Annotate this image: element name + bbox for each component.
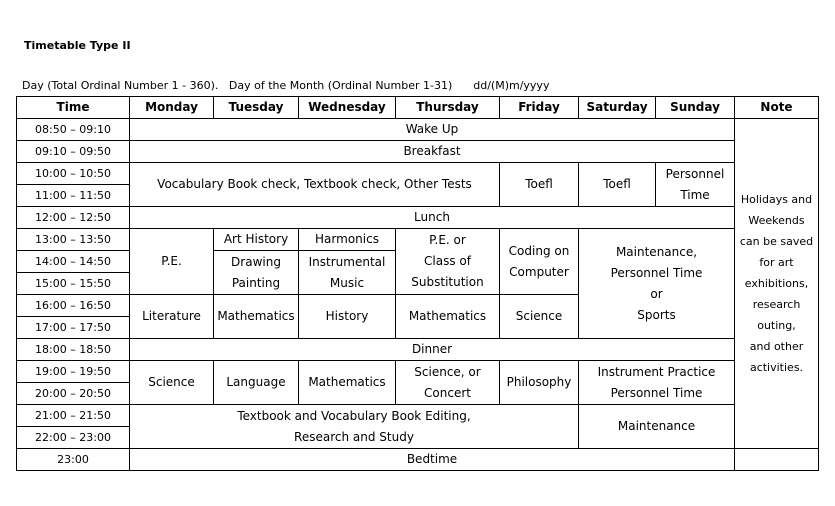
timetable bbox=[16, 96, 819, 471]
cell-dinner: Dinner bbox=[130, 339, 735, 361]
cell-morning-tests: Vocabulary Book check, Textbook check, Other Tests bbox=[130, 163, 500, 207]
cell-instrumental-music: Instrumental Music bbox=[299, 251, 396, 295]
time-slot: 10:00 – 10:50 bbox=[17, 163, 130, 185]
cell-pe: P.E. bbox=[130, 229, 214, 295]
cell-philosophy: Philosophy bbox=[500, 361, 579, 405]
time-slot: 08:50 – 09:10 bbox=[17, 119, 130, 141]
cell-sunday-personnel-time: Personnel Time bbox=[656, 163, 735, 207]
cell-literature: Literature bbox=[130, 295, 214, 339]
table-row bbox=[17, 119, 819, 141]
table-row bbox=[17, 163, 819, 185]
time-slot: 11:00 – 11:50 bbox=[17, 185, 130, 207]
header-row bbox=[17, 97, 819, 119]
header-sunday: Sunday bbox=[656, 97, 735, 119]
cell-lunch: Lunch bbox=[130, 207, 735, 229]
time-slot: 22:00 – 23:00 bbox=[17, 427, 130, 449]
time-slot: 21:00 – 21:50 bbox=[17, 405, 130, 427]
date-format-line: Day (Total Ordinal Number 1 - 360). Day of the Month (Ordinal Number 1-31) dd/(M)m/yyyy bbox=[22, 79, 550, 92]
time-slot: 15:00 – 15:50 bbox=[17, 273, 130, 295]
note-cell: Holidays and Weekends can be saved for art exhibitions, research outing, and other activities. bbox=[735, 119, 819, 449]
cell-coding: Coding on Computer bbox=[500, 229, 579, 295]
header-wednesday: Wednesday bbox=[299, 97, 396, 119]
cell-drawing-painting: Drawing Painting bbox=[214, 251, 299, 295]
time-slot: 19:00 – 19:50 bbox=[17, 361, 130, 383]
table-row bbox=[17, 361, 819, 383]
cell-editing-research: Textbook and Vocabulary Book Editing, Research and Study bbox=[130, 405, 579, 449]
cell-bedtime: Bedtime bbox=[130, 449, 735, 471]
cell-night-maintenance: Maintenance bbox=[579, 405, 735, 449]
header-friday: Friday bbox=[500, 97, 579, 119]
cell-friday-toefl: Toefl bbox=[500, 163, 579, 207]
cell-harmonics: Harmonics bbox=[299, 229, 396, 251]
header-time: Time bbox=[17, 97, 130, 119]
cell-saturday-toefl: Toefl bbox=[579, 163, 656, 207]
time-slot: 18:00 – 18:50 bbox=[17, 339, 130, 361]
time-slot: 13:00 – 13:50 bbox=[17, 229, 130, 251]
table-row bbox=[17, 207, 819, 229]
cell-mathematics-wednesday: Mathematics bbox=[299, 361, 396, 405]
cell-science-or-concert: Science, or Concert bbox=[396, 361, 500, 405]
cell-mathematics-tuesday: Mathematics bbox=[214, 295, 299, 339]
time-slot: 20:00 – 20:50 bbox=[17, 383, 130, 405]
cell-language: Language bbox=[214, 361, 299, 405]
cell-breakfast: Breakfast bbox=[130, 141, 735, 163]
cell-science-friday: Science bbox=[500, 295, 579, 339]
cell-science-monday: Science bbox=[130, 361, 214, 405]
time-slot: 14:00 – 14:50 bbox=[17, 251, 130, 273]
time-slot: 17:00 – 17:50 bbox=[17, 317, 130, 339]
cell-art-history: Art History bbox=[214, 229, 299, 251]
note-empty-cell bbox=[735, 449, 819, 471]
time-slot: 09:10 – 09:50 bbox=[17, 141, 130, 163]
time-slot: 23:00 bbox=[17, 449, 130, 471]
table-row bbox=[17, 405, 819, 427]
time-slot: 16:00 – 16:50 bbox=[17, 295, 130, 317]
page-title: Timetable Type II bbox=[24, 39, 131, 52]
table-row bbox=[17, 339, 819, 361]
cell-weekend-maintenance: Maintenance, Personnel Time or Sports bbox=[579, 229, 735, 339]
header-thursday: Thursday bbox=[396, 97, 500, 119]
cell-wake-up: Wake Up bbox=[130, 119, 735, 141]
header-tuesday: Tuesday bbox=[214, 97, 299, 119]
table-row bbox=[17, 141, 819, 163]
header-saturday: Saturday bbox=[579, 97, 656, 119]
cell-mathematics-thursday: Mathematics bbox=[396, 295, 500, 339]
table-row bbox=[17, 229, 819, 251]
header-monday: Monday bbox=[130, 97, 214, 119]
time-slot: 12:00 – 12:50 bbox=[17, 207, 130, 229]
table-row bbox=[17, 449, 819, 471]
header-note: Note bbox=[735, 97, 819, 119]
cell-pe-or-substitution: P.E. or Class of Substitution bbox=[396, 229, 500, 295]
cell-history: History bbox=[299, 295, 396, 339]
cell-instrument-practice: Instrument Practice Personnel Time bbox=[579, 361, 735, 405]
